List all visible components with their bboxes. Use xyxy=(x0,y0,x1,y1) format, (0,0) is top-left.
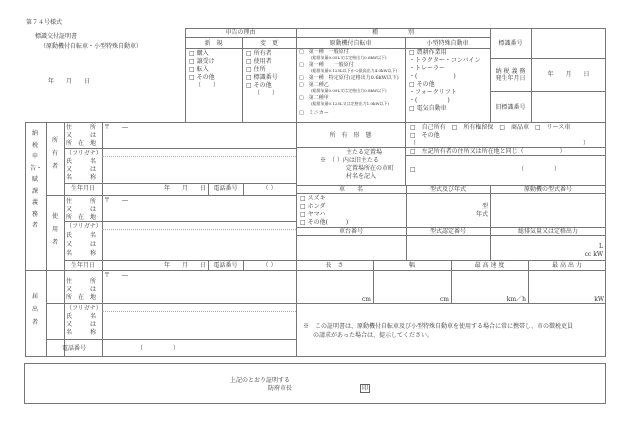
reason-new-header: 新 規 xyxy=(204,40,223,47)
user-birth-label: 生年月日 xyxy=(70,262,95,269)
checkbox-maker-other[interactable]: □ その他( ) xyxy=(300,219,349,226)
tax-date-field[interactable]: 年 月 日 xyxy=(547,71,590,78)
model-year-label: 型式及び年式 xyxy=(429,186,466,193)
certification-number-field[interactable] xyxy=(407,236,489,260)
width-field[interactable] xyxy=(374,271,450,295)
form-subtitle: （原動機付自転車・小型特殊自動車） xyxy=(40,43,143,50)
checkbox-transfer-received[interactable]: □ 譲受け xyxy=(189,58,215,65)
owner-furigana-field[interactable] xyxy=(103,149,295,156)
user-phone-label: 電話番号 xyxy=(213,262,238,269)
small-other-field[interactable]: ・( ) xyxy=(409,97,450,104)
owner-label: 所有者 xyxy=(51,137,58,170)
new-other-field[interactable]: （ ） xyxy=(195,82,220,89)
user-name-label-3: 名 称 xyxy=(66,250,97,257)
tractor-combine: ・トラクター・コンバイン xyxy=(409,57,481,64)
moped-class2-otsu-note: (総排気量0.09L又は定格出力0.8kW以下) xyxy=(311,88,387,93)
category-header: 種 別 xyxy=(371,29,414,36)
plate-number-field[interactable] xyxy=(532,29,605,57)
owner-postal-mark: 〒 ― xyxy=(104,124,129,131)
checkbox-yamaha[interactable]: □ ヤマハ xyxy=(300,211,326,218)
checkbox-new-other[interactable]: □ その他 xyxy=(189,74,215,81)
user-furigana-field[interactable] xyxy=(103,222,295,229)
checkbox-moped-class1-specified[interactable]: □ 第一種 特定原付(定格出力0.6kW以下) xyxy=(299,75,399,81)
mayor-title: 防府市長 xyxy=(268,385,293,392)
length-field[interactable] xyxy=(297,271,372,295)
notifier-address-field[interactable] xyxy=(118,272,294,302)
user-address-label-2: 又 は xyxy=(66,206,97,213)
checkbox-agricultural[interactable]: □ 農耕作業用 xyxy=(409,49,447,56)
vehicle-name-label: 車 名 xyxy=(338,186,363,193)
max-speed-field[interactable] xyxy=(452,271,527,295)
checkbox-small-other[interactable]: □ その他 xyxy=(409,81,435,88)
change-other-field[interactable]: （ ） xyxy=(254,90,279,97)
checkbox-change-other[interactable]: □ その他 xyxy=(246,82,272,89)
agri-other-field[interactable]: ・( ) xyxy=(409,73,456,80)
form-title: 標識交付証明書 xyxy=(35,33,78,40)
storage-label-2: ※ （ ）内は旧主たる xyxy=(320,157,379,164)
old-plate-number-label: 旧標識番号 xyxy=(495,104,526,111)
checkbox-move-in[interactable]: □ 転入 xyxy=(189,66,209,73)
user-label: 使用者 xyxy=(51,213,58,246)
displacement-unit-2: cc kW xyxy=(584,251,603,258)
owner-address-label-1: 住 所 xyxy=(66,124,97,131)
notifier-address-label-3: 所 在 地 xyxy=(66,294,97,301)
width-unit: cm xyxy=(439,296,449,303)
checkbox-storage-other[interactable]: □ xyxy=(410,166,416,173)
max-speed-label: 最 高 速 度 xyxy=(474,262,505,269)
tax-date-label-1: 納 税 義 務 xyxy=(495,68,526,75)
notifier-furigana-label: （フリガナ） xyxy=(66,305,102,312)
seal-icon: 印 xyxy=(362,385,369,392)
displacement-label: 総排気量又は定格出力 xyxy=(517,228,578,235)
issue-date: 年 月 日 xyxy=(48,78,91,85)
owner-address-label-2: 又 は xyxy=(66,132,97,139)
checkbox-user[interactable]: □ 使用者 xyxy=(246,58,272,65)
storage-label-4: 村名を記入 xyxy=(346,173,377,180)
notifier-label: 届出者 xyxy=(31,293,38,326)
user-birth-field[interactable]: 年 月 日 xyxy=(163,262,206,269)
width-label: 幅 xyxy=(408,262,415,269)
power-unit: kW xyxy=(594,296,604,303)
user-phone-field[interactable]: （ ） xyxy=(262,262,277,269)
owner-birth-label: 生年月日 xyxy=(70,185,95,192)
notifier-name-field[interactable] xyxy=(103,312,295,338)
plate-number-label: 標識番号 xyxy=(498,40,523,47)
forklift: ・フォークリフト xyxy=(409,89,457,96)
user-name-label-2: 又 は xyxy=(66,241,97,248)
moped-class1-note: (総排気量0.05L又は定格出力0.6kW以下) xyxy=(311,55,387,60)
notifier-phone-label: 電話番号 xyxy=(61,345,86,352)
notifier-name-label-2: 又 は xyxy=(66,321,97,328)
user-furigana-label: （フリガナ） xyxy=(66,223,102,230)
user-address-label-3: 所 在 地 xyxy=(66,214,97,221)
notifier-name-label-1: 氏 名 xyxy=(66,313,97,320)
ownership-options[interactable]: □ 自己所有 □ 所有権留保 □ 商品車 □ リース車 xyxy=(410,124,571,131)
owner-phone-label: 電話番号 xyxy=(213,185,238,192)
user-name-field[interactable] xyxy=(103,230,295,259)
ownership-label: 所 有 形 態 xyxy=(329,132,372,139)
notifier-name-label-3: 名 称 xyxy=(66,329,97,336)
moped-header: 原動機付自転車 xyxy=(329,40,372,47)
year-suffix: 年式 xyxy=(475,211,488,218)
certification-number-label: 型式認定番号 xyxy=(429,228,466,235)
checkbox-owner[interactable]: □ 所有者 xyxy=(246,50,272,57)
owner-furigana-label: （フリガナ） xyxy=(66,150,102,157)
max-power-field[interactable] xyxy=(529,271,605,295)
note-line-1: ※ この証明書は、原動機付自転車及び小型特殊自動車を使用する場合に常に携帯し、市の徴税吏員 xyxy=(303,323,574,330)
ownership-other-open: （ xyxy=(410,140,417,147)
max-power-label: 最 高 出 力 xyxy=(552,262,582,269)
certification-text: 上記のとおり証明する xyxy=(230,377,291,384)
tax-date-label-2: 発生年月日 xyxy=(495,75,526,82)
owner-name-label-3: 名 称 xyxy=(66,174,97,181)
owner-address-field[interactable] xyxy=(118,124,294,147)
notifier-address-label-2: 又 は xyxy=(66,286,97,293)
model-year-field[interactable] xyxy=(407,194,482,226)
checkbox-ownership-other[interactable]: □ その他 xyxy=(410,132,440,139)
displacement-unit-1: L xyxy=(599,243,603,250)
model-suffix: 型 xyxy=(481,203,488,210)
note-line-2: の請求があった場合は、提示してください。 xyxy=(313,332,433,339)
checkbox-moped-class2-otsu[interactable]: □ 第二種乙 xyxy=(299,82,329,88)
speed-unit: km／h xyxy=(506,296,526,303)
checkbox-electric[interactable]: □ 電気自動車 xyxy=(409,105,447,112)
old-plate-number-field[interactable] xyxy=(532,92,605,122)
notifier-postal-mark: 〒 ― xyxy=(104,272,129,279)
owner-address-label-3: 所 在 地 xyxy=(66,140,97,147)
checkbox-minicar[interactable]: □ ミニカー xyxy=(299,110,329,116)
trailer: ・トレーラー xyxy=(409,65,446,72)
chassis-number-label: 車台番号 xyxy=(338,228,363,235)
notifier-address-label-1: 住 所 xyxy=(66,278,97,285)
moped-class1-125-note: (総排気量0.125L以下かつ最高出力4.0kW以下) xyxy=(311,68,398,73)
ownership-other-close: ） xyxy=(583,140,590,147)
checkbox-honda[interactable]: □ ホンダ xyxy=(300,203,326,210)
engine-model-label: 原動機の型式番号 xyxy=(523,186,572,193)
owner-name-label-2: 又 は xyxy=(66,166,97,173)
chassis-number-field[interactable] xyxy=(297,236,405,260)
reason-change-header: 変 更 xyxy=(259,40,278,47)
checkbox-purchase[interactable]: □ 購入 xyxy=(189,50,209,57)
owner-birth-field[interactable]: 年 月 日 xyxy=(163,185,206,192)
moped-class2-ko-note: (総排気量0.125L又は定格出力1.0kW以下) xyxy=(311,101,390,106)
storage-other-field[interactable]: （ ） xyxy=(518,166,561,173)
checkbox-address[interactable]: □ 住所 xyxy=(246,66,266,73)
checkbox-moped-class2-ko[interactable]: □ 第二種甲 xyxy=(299,95,329,101)
storage-label-1: 主たる定置場 xyxy=(346,149,383,156)
checkbox-storage-same[interactable]: □ 左記所有者の住所又は所在地と同じ（ ） xyxy=(410,148,566,155)
taxpayer-group-label: 納税申告・賦課義務者 xyxy=(30,130,43,229)
form-number: 第７４号様式 xyxy=(26,19,63,26)
notifier-phone-field[interactable]: （ ） xyxy=(137,345,180,352)
owner-phone-field[interactable]: （ ） xyxy=(262,185,277,192)
certification-box xyxy=(24,363,606,404)
owner-name-field[interactable] xyxy=(103,157,295,182)
checkbox-suzuki[interactable]: □ スズキ xyxy=(300,195,326,202)
checkbox-plate-number[interactable]: □ 標識番号 xyxy=(246,74,278,81)
reason-header: 申告の理由 xyxy=(225,29,256,36)
small-special-header: 小型特殊自動車 xyxy=(426,40,469,47)
notifier-furigana-field[interactable] xyxy=(103,304,295,311)
user-name-label-1: 氏 名 xyxy=(66,232,97,239)
engine-model-field[interactable] xyxy=(491,194,605,226)
length-label: 長 さ xyxy=(325,262,344,269)
checkbox-moped-class1-general[interactable]: □ 第一種 一般原付 xyxy=(299,49,349,55)
length-unit: cm xyxy=(361,296,371,303)
checkbox-moped-class1-general-125[interactable]: □ 第一種 一般原付 xyxy=(299,62,354,68)
storage-label-3: 定置場所在の市町 xyxy=(346,165,395,172)
user-address-label-1: 住 所 xyxy=(66,198,97,205)
user-postal-mark: 〒 ― xyxy=(104,197,129,204)
user-address-field[interactable] xyxy=(118,197,294,220)
owner-name-label-1: 氏 名 xyxy=(66,158,97,165)
